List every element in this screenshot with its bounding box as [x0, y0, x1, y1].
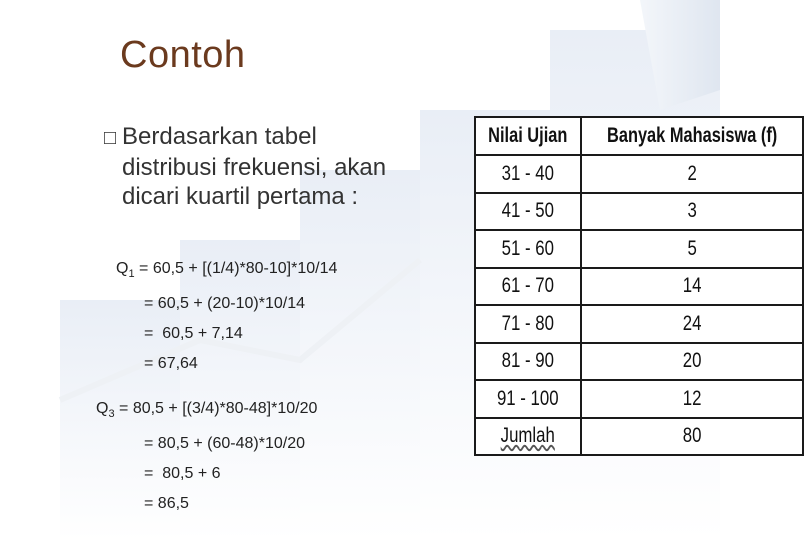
q3-formula [96, 394, 317, 519]
header-nilai-ujian: Nilai Ujian [475, 117, 581, 155]
table-row [475, 343, 803, 381]
interval-cell: 71 - 80 [475, 305, 581, 343]
frequency-cell: 3 [581, 193, 803, 231]
table-row [475, 380, 803, 418]
interval-cell: 81 - 90 [475, 343, 581, 381]
frequency-cell: 5 [581, 230, 803, 268]
table-row [475, 193, 803, 231]
total-value-cell: 80 [581, 418, 803, 456]
header-banyak-mahasiswa: Banyak Mahasiswa (f) [581, 117, 803, 155]
frequency-cell: 24 [581, 305, 803, 343]
interval-cell: 51 - 60 [475, 230, 581, 268]
q3-line-2: = 80,5 + (60-48)*10/20 [144, 435, 306, 453]
bullet-text [104, 122, 464, 211]
frequency-cell: 2 [581, 155, 803, 193]
frequency-cell: 14 [581, 268, 803, 306]
interval-cell: 41 - 50 [475, 193, 581, 231]
table-row [475, 155, 803, 193]
table-row [475, 268, 803, 306]
q1-line-1: $Q_1 = 60,5 + [(1/4)*80-10]*10/14$ [116, 260, 338, 281]
q3-line-3: = 80,5 + 6 [144, 465, 221, 483]
frequency-cell: 12 [581, 380, 803, 418]
q1-line-2: = 60,5 + (20-10)*10/14 [144, 295, 306, 313]
bullet-marker-icon: □ [104, 127, 117, 149]
table-row [475, 305, 803, 343]
table-total-row [475, 418, 803, 456]
interval-cell: 91 - 100 [475, 380, 581, 418]
q1-line-4: = 67,64 [144, 355, 198, 373]
q1-formula [116, 254, 337, 379]
frequency-table [474, 116, 804, 456]
total-label-cell: Jumlah [475, 418, 581, 456]
table-header-row [475, 117, 803, 155]
interval-cell: 31 - 40 [475, 155, 581, 193]
bullet-line-2: distribusi frekuensi, akan [122, 154, 387, 181]
slide-title: Contoh [120, 34, 246, 76]
frequency-cell: 20 [581, 343, 803, 381]
q1-line-3: = 60,5 + 7,14 [144, 325, 243, 343]
bullet-line-3: dicari kuartil pertama : [122, 183, 359, 210]
table-row [475, 230, 803, 268]
q3-line-4: = 86,5 [144, 495, 189, 513]
bullet-line-1: □ Berdasarkan tabel [104, 122, 464, 153]
interval-cell: 61 - 70 [475, 268, 581, 306]
q3-line-1: $Q_3 = 80,5 + [(3/4)*80-48]*10/20$ [96, 400, 318, 421]
